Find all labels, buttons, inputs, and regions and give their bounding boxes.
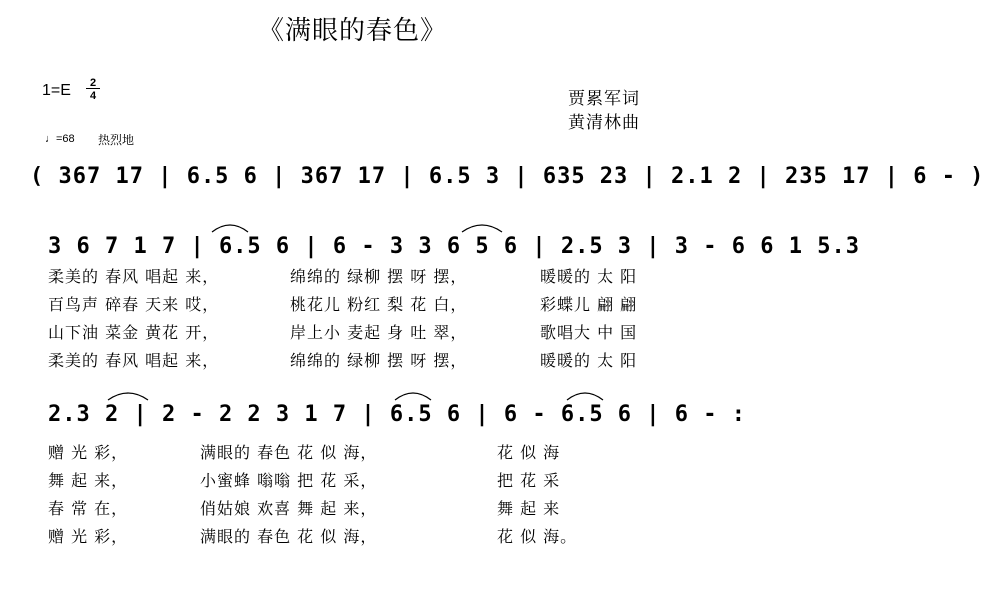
lyric-line-6a: 舞 起 来， — [48, 471, 129, 490]
lyric-line-5a: 赠 光 彩， — [48, 443, 129, 462]
lyric-line-1a: 柔美的 春风 唱起 来， — [48, 267, 220, 286]
tempo-marking: ♩=68 — [45, 133, 75, 145]
lyric-line-1c: 暖暖的 太 阳 — [540, 267, 638, 286]
key-signature: 1=E — [42, 82, 71, 99]
lyric-line-7a: 春 常 在， — [48, 499, 129, 518]
lyric-line-3b: 岸上小 麦起 身 吐 翠， — [290, 323, 468, 342]
composer-credit: 黄清林曲 — [568, 113, 640, 133]
song-title: 《满眼的春色》 — [257, 16, 447, 46]
lyric-line-6b: 小蜜蜂 嗡嗡 把 花 采， — [200, 471, 378, 490]
lyric-line-6c: 把 花 采 — [497, 471, 561, 490]
lyric-line-2b: 桃花儿 粉红 梨 花 白， — [290, 295, 468, 314]
lyric-line-8a: 赠 光 彩， — [48, 527, 129, 546]
staff-row-intro: ( 367 17 | 6.5 6 | 367 17 | 6.5 3 | 635 23 | 2.1 2 | 235 17 | 6 - ) — [30, 164, 984, 189]
lyric-line-5b: 满眼的 春色 花 似 海， — [200, 443, 378, 462]
tie-row3-c — [567, 393, 603, 400]
tie-row3-a — [108, 393, 148, 400]
expression-marking: 热烈地 — [98, 133, 135, 147]
tie-row3-b — [395, 393, 431, 400]
time-signature-top: 2 — [89, 77, 97, 89]
lyric-line-4c: 暖暖的 太 阳 — [540, 351, 638, 370]
lyric-line-5c: 花 似 海 — [497, 443, 561, 462]
lyric-line-7c: 舞 起 来 — [497, 499, 561, 518]
lyric-line-8b: 满眼的 春色 花 似 海， — [200, 527, 378, 546]
lyric-line-3a: 山下油 菜金 黄花 开， — [48, 323, 220, 342]
lyric-line-2a: 百鸟声 碎春 天来 哎， — [48, 295, 220, 314]
lyric-line-4a: 柔美的 春风 唱起 来， — [48, 351, 220, 370]
lyric-line-1b: 绵绵的 绿柳 摆 呀 摆， — [290, 267, 468, 286]
lyric-line-7b: 俏姑娘 欢喜 舞 起 来， — [200, 499, 378, 518]
lyric-line-8c: 花 似 海。 — [497, 527, 578, 546]
lyric-line-4b: 绵绵的 绿柳 摆 呀 摆， — [290, 351, 468, 370]
staff-row-2: 3 6 7 1 7 | 6.5 6 | 6 - 3 3 6 5 6 | 2.5 3 | 3 - 6 6 1 5.3 — [48, 234, 860, 259]
staff-row-3: 2.3 2 | 2 - 2 2 3 1 7 | 6.5 6 | 6 - 6.5 6 | 6 - : — [48, 402, 747, 427]
lyricist-credit: 贾累军词 — [568, 89, 640, 109]
lyric-line-2c: 彩蝶儿 翩 翩 — [540, 295, 638, 314]
tie-row2-b — [462, 225, 502, 232]
tie-row2-a — [212, 225, 248, 232]
lyric-line-3c: 歌唱大 中 国 — [540, 323, 638, 342]
time-signature-bottom: 4 — [86, 88, 100, 101]
